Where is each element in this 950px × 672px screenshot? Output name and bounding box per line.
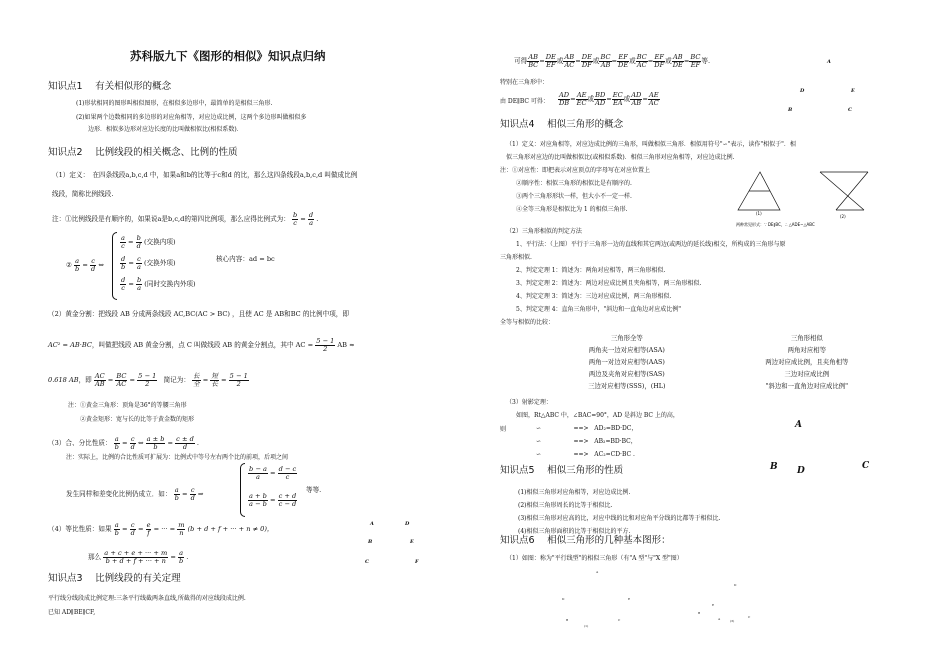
table-row [540,379,900,391]
k4-def-1: （1）定义：对应角相等，对应边成比例的三角形，叫做相似三角形．相似用符号"∽"表示，读作"相似于"．相 [506,141,796,148]
judge-item-1: 1、平行法：（上图）平行于三角形一边的直线和其它两边(或两边的延长线)相交，所构成的三角形与原 [516,241,786,248]
prop4-conclusion: 那么 $\frac{a + c + e + \cdot\cdot\cdot + m}{b + d + f + \cdot\cdot\cdot + n}$ = $\frac{a}{b}$ . [88,549,189,565]
fig-label-C: C [365,559,369,565]
tri-ratio-fraction-4: $\frac{AD}{AB}$ [631,91,642,107]
k4-note-3: ③两个三角形形状一样，但大小不一定一样. [516,193,632,200]
tri-ratio-fraction-5: $\frac{AE}{AC}$ [648,91,659,107]
proj-label-A: A [795,420,802,430]
note1-fraction-left: $\frac{b}{c}$ [292,211,298,227]
swap-item-3: $\frac{d}{c}$ = $\frac{b}{a}$ (同时交换内外项) [121,276,196,292]
k4-def-2: 似三角形对应边的比叫做相似比(或相似系数)．相似三角形对应角相等，对应边成比例. [506,154,735,161]
table-row [540,367,900,379]
k2-def-line2: 线段，简称比例线段. [52,190,114,198]
k2-def-line1: （1）定义： 在四条线段a,b,c,d 中，如果a和b的比等于c和d 的比，那么这四条线段a,b,c,d 叫做成比例 [52,171,358,179]
k1-heading: 知识点1 有关相似形的概念 [48,81,172,92]
compare-cell: 两角对应相等 [787,345,826,354]
page-title: 苏科版九下《图形的相似》知识点归纳 [130,49,326,63]
judge-item-2: 2、判定定理 1：简述为：两角对应相等，两三角形相似. [516,267,666,274]
ratio-fraction-1: $\frac{DE}{EF}$ [545,53,556,69]
parallel-ratio-list: 可得 $\frac{AB}{BC}$ = $\frac{DE}{EF}$ 或 $\frac{AB}{AC}$ = $\frac{DE}{DF}$ 或 $\frac{BC}{AB}$ = $\frac{EF}{DE}$ 或 $\frac{BC}{AC}$ = $\frac{EF}{DF}$ 或 $\frac{AB}{DE}$ = $\frac{BC}{EF}$ 等. [514,53,711,69]
k2-note-1-text: 注：①比例线段是有顺序的，如果说a是b,c,d的第四比例项，那么应得比例式为： [52,215,290,224]
golden-note-1: 注：①黄金三角形：顶角是36°的等腰三角形 [68,402,187,409]
swap-frac-c-d: $\frac{c}{d}$ [91,257,96,273]
prop3-line: （3）合、分比性质： $\frac{a}{b}$ = $\frac{c}{d}$ ⇔ $\frac{a \pm b}{b}$ = $\frac{c \pm d}{d}$ . [48,435,199,451]
compare-table [540,331,900,391]
compare-head-congruent: 三角形全等 [610,333,643,342]
compare-cell: 两角夹一边对应相等(ASA) [588,345,665,354]
k6-label-A: A [596,570,599,574]
projection-row-2: ∽ ==> AB₂=BD·BC， [536,438,637,445]
tri-ratio-fraction-3: $\frac{EC}{EA}$ [612,91,623,107]
ratio-fraction-4: $\frac{BC}{AB}$ [600,53,611,69]
ratio-fraction-8: $\frac{AB}{DE}$ [672,53,683,69]
fig-label-A: A [370,521,374,527]
tri-label-D: D [800,88,805,94]
fig-label-E: E [410,539,414,545]
ratio-fraction-0: $\frac{AB}{BC}$ [528,53,539,69]
k1-item-2: (2)如果两个边数相同的多边形的对应角相等，对应边成比例，这两个多边形叫做相似多 [76,114,307,121]
golden-line-2: AC² = AB·BC，叫做把线段 AB 黄金分割，点 C 叫做线段 AB 的黄金分割点，其中 AC = $\frac{5 - 1}{2}$ AB ≈ [48,337,355,353]
k6-label-E2: E [712,603,715,607]
k2-heading: 知识点2 比例线段的相关概念、比例的性质 [48,147,238,158]
k1-item-1: (1)形状相同的图形叫相似图形，在相似多边形中，最简单的是相似三角形. [76,100,273,107]
note1-fraction-right: $\frac{d}{a}$ [308,211,314,227]
tri-ratio-fraction-1: $\frac{AE}{EC}$ [576,91,587,107]
k5-item-3: (3)相似三角形对应高的比，对应中线的比和对应角平分线的比都等于相似比. [518,515,721,522]
proj-label-C: C [862,461,870,471]
ratio-fraction-5: $\frac{EF}{DE}$ [618,53,629,69]
prop3-line-2: 发生同样和差变化比例仍成立．如： $\frac{a}{b}$ = $\frac{c}{d}$ ⇒ [66,486,204,502]
projection-row-1: ∽ ==> AD₂=BD·DC， [536,425,638,432]
ratio-fraction-2: $\frac{AB}{AC}$ [564,53,575,69]
swap-lead: ② $\frac{a}{b}$ = $\frac{c}{d}$ ⇔ [66,257,104,273]
fig-caption: 两种常见形式：∵ DE∥BC，∴ △ADE∽△ABC [736,222,815,227]
k6-label-B2: B [698,611,701,615]
projection-row-3: ∽ ==> AC₂=CD·BC . [536,451,635,458]
compare-cell: 两边及夹角对应相等(SAS) [588,369,665,378]
tri-ratio-fraction-0: $\frac{AD}{DB}$ [559,91,570,107]
swap-item-1: $\frac{a}{c}$ = $\frac{b}{d}$ (交换内项) [121,234,176,250]
k6-label-B: B [566,618,569,622]
k5-item-2: (2)相似三角形周长的比等于相似比. [518,502,613,509]
k6-num-3: (3) [730,619,735,623]
projection-then: 则 [500,426,507,433]
ratio-fraction-3: $\frac{DE}{DF}$ [581,53,592,69]
k6-text: （1）如图：称为"平行线型"的相似三角形（有"A 型"与"X 型"图） [506,555,683,562]
golden-note-2: ②黄金矩形：宽与长的比等于黄金数的矩形 [80,416,195,423]
judge-heading: （2）三角形相似的判定方法 [506,228,582,235]
tri-label-A: A [827,59,831,65]
judge-item-4: 4、判定定理 3：简述为：三边对应成比例，两三角形相似. [516,293,672,300]
judge-item-3: 3、判定定理 2：简述为：两边对应成比例且夹角相等，两三角形相似. [516,280,702,287]
compare-cell: "斜边和一直角边对应成比例" [765,381,849,390]
fig-label-F: F [415,559,419,565]
golden-line-1: （2）黄金分割：把线段 AB 分成两条线段 AC,BC(AC > BC) ，且使 AC 是 AB和BC 的比例中项，即 [48,310,349,318]
k6-label-C: C [618,618,621,622]
compare-cell: 三边对应相等(SSS)，(HL) [588,381,666,390]
k1-item-3: 边形．相似多边形对应边长度的比叫做相似比(相似系数)． [88,126,243,133]
similar-triangle-figure [732,166,912,230]
k3-text-1: 平行线分线段成比例定理:三条平行线截两条直线,所截得的对应线段成比例. [48,595,246,602]
prop3-brace [240,463,245,517]
k3-text-2: 已知 AD∥BE∥CF, [48,609,96,616]
compare-head-similar: 三角形相似 [790,333,823,342]
table-row [540,331,900,343]
k4-note-2: ②顺序性：相似三角形的相似比是有顺序的. [516,180,632,187]
swap-item-2: $\frac{d}{b}$ = $\frac{c}{a}$ (交换外项) [121,255,176,271]
k6-num-1: (1) [584,624,589,628]
projection-heading: （3）射影定理： [506,399,552,406]
compare-cell: 两边对应成比例，且夹角相等 [765,357,849,366]
compare-label: 全等与相似的比较： [500,319,555,326]
fig-label-D: D [405,521,410,527]
special-from: 由 DE∥BC 可得： [500,98,549,105]
k4-note-4: ④全等三角形是相似比为 1 的相似三角形. [516,206,628,213]
projection-text: 如图，Rt△ABC 中，∠BAC=90°，AD 是斜边 BC 上的高， [516,412,679,419]
golden-ratio-fraction: $\frac{5 - 1}{2}$ [316,337,335,353]
k6-label-D: D [562,597,565,601]
core-content: 核心内容：ad = bc [216,255,275,263]
swap-brace [112,232,117,300]
proj-label-B: B [770,462,778,472]
k5-item-1: (1)相似三角形对应角相等，对应边成比例. [518,489,631,496]
tri-label-B: B [788,107,793,113]
tri-label-C: C [848,107,852,113]
prop3-case-2: $\frac{a + b}{a - b}$ = $\frac{c + d}{c - d}$ [249,492,297,508]
k6-heading: 知识点6 相似三角形的几种基本图形： [500,535,671,546]
k6-label-E: E [628,597,631,601]
k5-heading: 知识点5 相似三角形的性质 [500,465,624,476]
k2-note-1: 注：①比例线段是有顺序的，如果说a是b,c,d的第四比例项，那么应得比例式为： $\frac{b}{c}$ = $\frac{d}{a}$ . [52,211,319,227]
ratio-fraction-6: $\frac{BC}{AC}$ [636,53,647,69]
ratio-fraction-9: $\frac{BC}{EF}$ [690,53,701,69]
tri-label-E: E [851,88,855,94]
right-column [500,0,920,672]
prop3-note: 注：实际上，比例的合比性质可扩展为：比例式中等号左右两个比的前项，后项之间 [66,454,289,461]
k6-label-D2: D [734,583,737,587]
prop3-tail: 等等. [306,486,322,494]
table-row [540,343,900,355]
compare-cell: 两角一对边对应相等(AAS) [588,357,665,366]
k4-note-1: 注：①对应性：即把表示对应顶点的字母写在对应位置上 [500,167,651,174]
k5-item-4: (4)相似三角形面积的比等于相似比的平方. [518,528,631,535]
tri-ratio-fraction-2: $\frac{BD}{AD}$ [595,91,606,107]
judge-item-5: 5、判定定理 4：直角三角形中，"斜边和一直角边对应成比例" [516,306,682,313]
compare-cell: 三边对应成比例 [784,369,830,378]
proj-label-D: D [797,466,805,476]
prop3-case-1: $\frac{b - a}{a}$ = $\frac{d - c}{c}$ [249,465,297,481]
ratio-fraction-7: $\frac{EF}{DF}$ [654,53,665,69]
left-column [48,0,488,672]
prop4-line: （4）等比性质：如果 $\frac{a}{b}$ = $\frac{c}{d}$ = $\frac{e}{f}$ = ··· = $\frac{m}{n}$ (b + d + f + ··· + n ≠ 0)， [48,521,274,537]
triangle-ratio-list: $\frac{AD}{DB}$ = $\frac{AE}{EC}$ 或 $\frac{BD}{AD}$ = $\frac{EC}{EA}$ 或 $\frac{AD}{AB}$ = $\frac{AE}{AC}$ [559,91,659,107]
table-row [540,355,900,367]
fig-label-B: B [368,539,373,545]
special-triangle: 特别在三角形中： [500,79,549,86]
fig-num-2: (2) [840,214,846,219]
swap-frac-a-b: $\frac{a}{b}$ [75,257,80,273]
fig-num-1: (1) [756,211,762,216]
k6-label-A2: A [718,617,721,621]
k4-heading: 知识点4 相似三角形的概念 [500,119,624,130]
golden-line-3: 0.618 AB，即 $\frac{AC}{AB}$ = $\frac{BC}{AC}$ = $\frac{5 - 1}{2}$ 简记为： $\frac{\text{长}}{\text{全}}$ = $\frac{\text{短}}{\text{长}}$ = $\frac{5 - 1}{2}$ [48,372,248,388]
judge-item-1b: 三角形相似. [500,254,532,261]
k3-heading: 知识点3 比例线段的有关定理 [48,573,181,584]
k6-label-C2: C [748,615,751,619]
